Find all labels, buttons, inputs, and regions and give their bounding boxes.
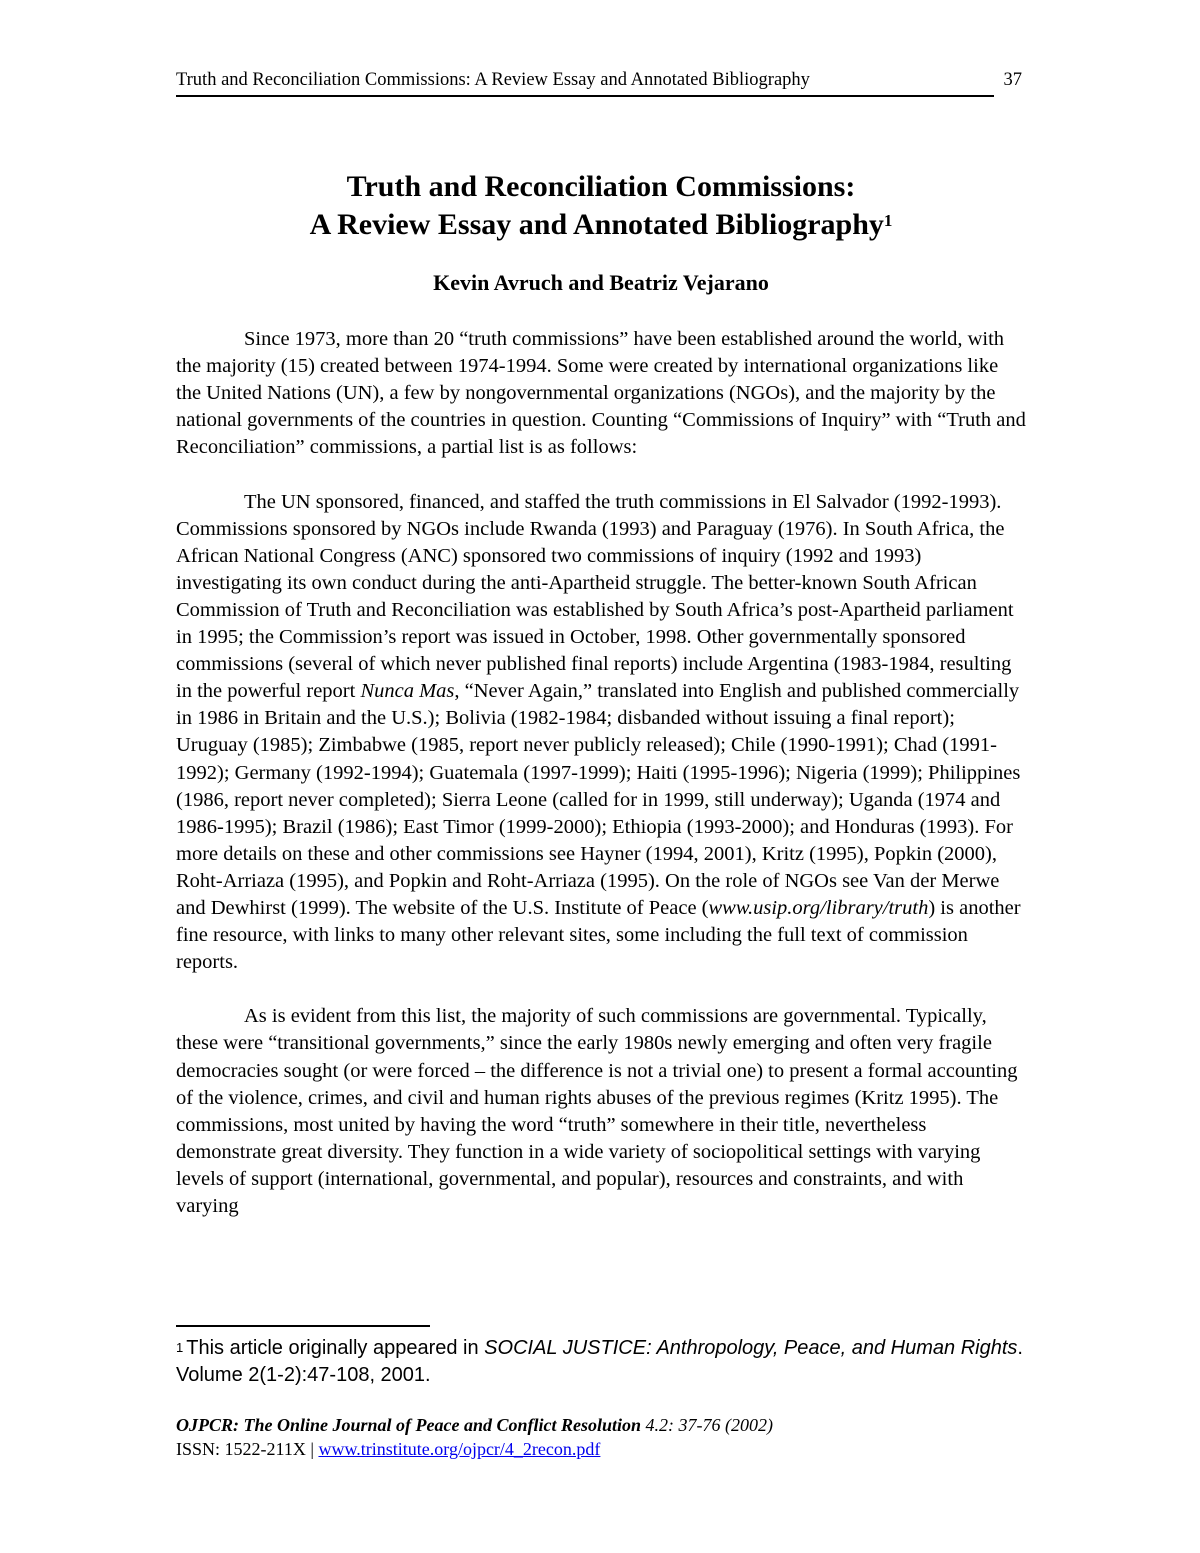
footnote (176, 1335, 1036, 1389)
title-footnote-marker[interactable]: 1 (883, 211, 893, 230)
body-paragraph-3: As is evident from this list, the majority of such commissions are governmental. Typically, these were “transitional governments,” since the early 1980s newly emerging and often very fragile democracies sought (or were forced – the difference is not a trivial one) to present a formal accounting of the violence, crimes, and civil and human rights abuses of the previous regimes (Kritz 1995). The commissions, most united by having the word “truth” somewhere in their title, nevertheless demonstrate great diversity. They function in a wide variety of sociopolitical settings with varying levels of support (international, governmental, and popular), resources and constraints, and with varying (176, 1005, 1018, 1217)
footnote-marker: 1 (176, 1340, 184, 1355)
running-header-title: Truth and Reconciliation Commissions: A Review Essay and Annotated Bibliography (176, 70, 810, 90)
body-paragraph-2 (176, 489, 1028, 977)
journal-name: OJPCR: The Online Journal of Peace and Conflict Resolution (176, 1415, 642, 1435)
issn-text: ISSN: 1522-211X | (176, 1439, 319, 1459)
journal-footer (176, 1413, 1036, 1461)
footnote-text-a: This article originally appeared in (186, 1337, 485, 1359)
page-number: 37 (1003, 70, 1022, 90)
footnote-rule (176, 1325, 430, 1327)
article-body (176, 326, 1028, 1220)
journal-citation-line (176, 1413, 1036, 1437)
title-line-1: Truth and Reconciliation Commissions: (346, 170, 856, 203)
article-title (176, 168, 1026, 244)
article-pdf-link[interactable]: www.trinstitute.org/ojpcr/4_2recon.pdf (318, 1439, 601, 1459)
paragraph-2-text-b: , “Never Again,” translated into English and published commercially in 1986 in Britain and the U.S.); Bolivia (1982-1984; disbanded without issuing a final report); Uruguay (1985); Zimbabwe (1985, report never publicly released); Chile (1990-1991); Chad (1991-1992); Germany (1992-1994); Guatemala (1997-1999); Haiti (1995-1996); Nigeria (1999); Philippines (1986, report never completed); Sierra Leone (called for in 1999, still underway); Uganda (1974 and 1986-1995); Brazil (1986); East Timor (1999-2000); Ethiopia (1993-2000); and Honduras (1993). For more details on these and other commissions see Hayner (1994, 2001), Kritz (1995), Popkin (2000), Roht-Arriaza (1995), and Popkin and Roht-Arriaza (1995). On the role of NGOs see Van der Merwe and Dewhirst (1999). The website of the U.S. Institute of Peace ( (176, 680, 1021, 919)
title-line-2-text: A Review Essay and Annotated Bibliography (309, 208, 884, 241)
journal-citation: 4.2: 37-76 (2002) (641, 1415, 774, 1435)
article-authors: Kevin Avruch and Beatriz Vejarano (433, 270, 769, 295)
journal-issn-line (176, 1437, 1036, 1461)
paragraph-2-text-c: ) is another fine resource, with links to many other relevant sites, some including the full text of commission reports. (176, 896, 1021, 974)
paragraph-2-italic-title: Nunca Mas (360, 680, 455, 703)
footnote-italic-source: SOCIAL JUSTICE: Anthropology, Peace, and Human Rights (484, 1337, 1018, 1359)
body-paragraph-1: Since 1973, more than 20 “truth commissions” have been established around the world, with the majority (15) created between 1974-1994. Some were created by international organizations like the United Nations (UN), a few by nongovernmental organizations (NGOs), and the majority by the national governments of the countries in question. Counting “Commissions of Inquiry” with “Truth and Reconciliation” commissions, a partial list is as follows: (176, 328, 1026, 459)
paragraph-2-text-a: The UN sponsored, financed, and staffed the truth commissions in El Salvador (1992-1993). Commissions sponsored by NGOs include Rwanda (1993) and Paraguay (1976). In South Africa, the African National Congress (ANC) sponsored two commissions of inquiry (1992 and 1993) investigating its own conduct during the anti-Apartheid struggle. The better-known South African Commission of Truth and Reconciliation was established by South Africa’s post-Apartheid parliament in 1995; the Commission’s report was issued in October, 1998. Other governmentally sponsored commissions (several of which never published final reports) include Argentina (1983-1984, resulting in the powerful report (176, 490, 1014, 703)
paragraph-2-url: www.usip.org/library/truth (708, 896, 929, 919)
header-rule (176, 95, 994, 97)
footnote-text-b: . Volume 2(1-2):47-108, 2001. (176, 1337, 1023, 1386)
title-line-2 (176, 206, 1026, 244)
